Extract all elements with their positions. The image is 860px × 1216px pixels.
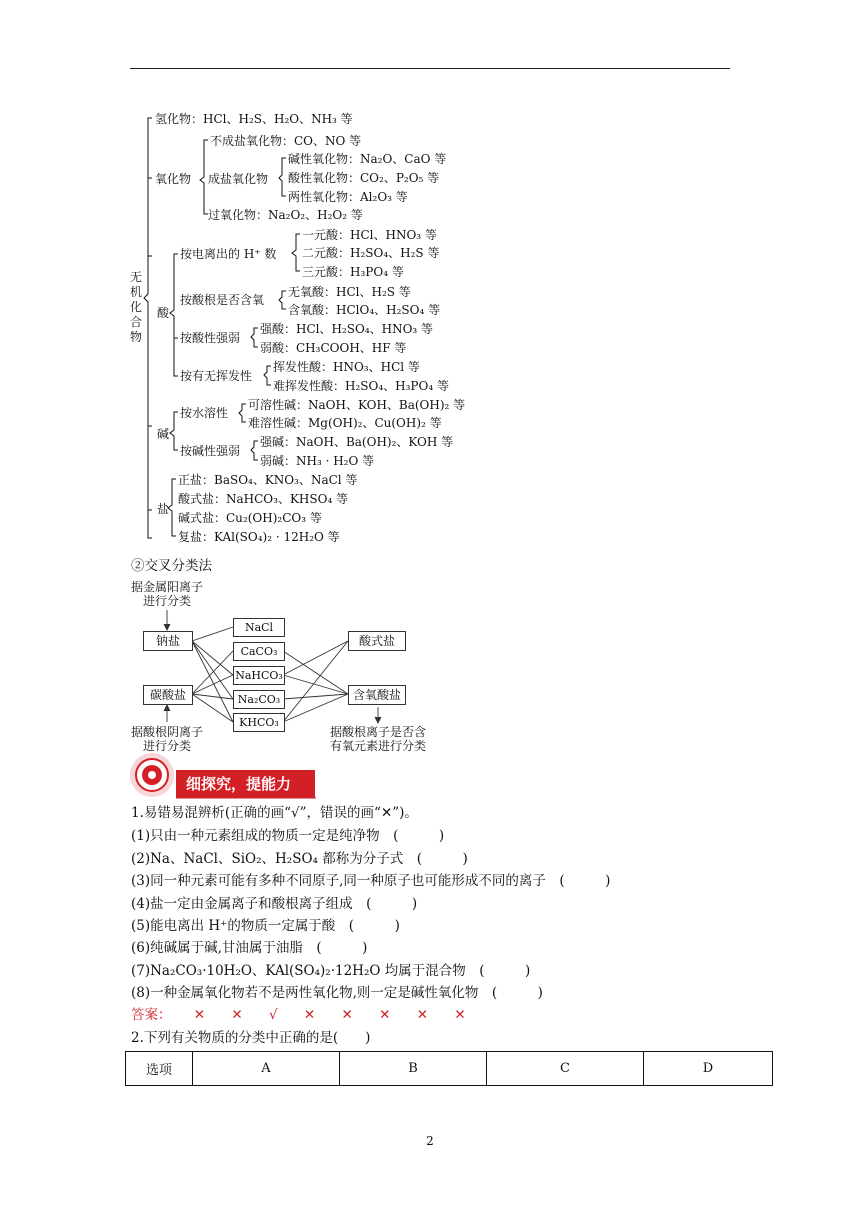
tree-acids-oxy: 含氧酸：HClO₄、H₂SO₄ 等 (288, 303, 441, 317)
q2-options-table (125, 1051, 773, 1086)
tree-acids-nonvolatile: 难挥发性酸：H₂SO₄、H₃PO₄ 等 (273, 379, 449, 393)
tree-acids-by-oxygen: 按酸根是否含氧 (180, 293, 265, 307)
answer-mark: ✕ (341, 1007, 353, 1023)
tree-acids-volatile: 挥发性酸：HNO₃、HCl 等 (273, 360, 420, 374)
cross-bottom-left-note-2: 进行分类 (143, 739, 192, 753)
q1-title: 1.易错易混辨析(正确的画“√”，错误的画“✕”)。 (131, 805, 418, 821)
cross-left-carbonate: 碳酸盐 (143, 685, 193, 705)
cross-left-sodium-salt: 钠盐 (143, 631, 193, 651)
q1-item: (2)Na、NaCl、SiO₂、H₂SO₄ 都称为分子式 ( ) (131, 851, 468, 867)
cross-bottom-left-note-1: 据酸根阴离子 (131, 725, 204, 739)
tree-acids-oxyfree: 无氧酸：HCl、H₂S 等 (288, 285, 411, 299)
table-header-cell: B (340, 1052, 487, 1086)
tree-oxides-nonsalt: 不成盐氧化物：CO、NO 等 (210, 134, 362, 148)
table-header-cell: A (193, 1052, 340, 1086)
q1-item: (4)盐一定由金属离子和酸根离子组成 ( ) (131, 896, 418, 912)
q1-item: (1)只由一种元素组成的物质一定是纯净物 ( ) (131, 828, 445, 844)
tree-bases-strong: 强碱：NaOH、Ba(OH)₂、KOH 等 (260, 435, 454, 449)
tree-bases-by-solubility: 按水溶性 (180, 406, 229, 420)
tree-oxides-label: 氧化物 (155, 172, 192, 186)
answer-mark: ✕ (231, 1007, 243, 1023)
tree-acids-mono: 一元酸：HCl、HNO₃ 等 (302, 228, 437, 242)
q1-item: (3)同一种元素可能有多种不同原子,同一种原子也可能形成不同的离子 ( ) (131, 873, 611, 889)
cross-mid-nahco3: NaHCO₃ (233, 666, 285, 685)
tree-acids-by-strength: 按酸性强弱 (180, 331, 241, 345)
cross-top-note-1: 据金属阳离子 (131, 580, 204, 594)
tree-acids-label: 酸 (157, 306, 170, 320)
tree-oxides-basic: 碱性氧化物：Na₂O、CaO 等 (288, 152, 447, 166)
tree-root-label: 无机化合物 (130, 270, 143, 344)
answer-mark: ✕ (379, 1007, 391, 1023)
answer-mark: ✕ (303, 1007, 316, 1023)
tree-acids-strong: 强酸：HCl、H₂SO₄、HNO₃ 等 (260, 322, 434, 336)
cross-heading: ②交叉分类法 (131, 558, 212, 574)
tree-bases-insoluble: 难溶性碱：Mg(OH)₂、Cu(OH)₂ 等 (248, 416, 442, 430)
tree-salts-basic: 碱式盐：Cu₂(OH)₂CO₃ 等 (178, 511, 322, 525)
cross-bottom-right-note-2: 有氧元素进行分类 (330, 739, 427, 753)
cross-mid-nacl: NaCl (233, 618, 285, 637)
tree-bases-soluble: 可溶性碱：NaOH、KOH、Ba(OH)₂ 等 (248, 398, 466, 412)
cross-bottom-right-note-1: 据酸根离子是否含 (330, 725, 427, 739)
page-number: 2 (426, 1134, 434, 1148)
q1-item: (5)能电离出 H⁺的物质一定属于酸 ( ) (131, 918, 400, 934)
table-header-cell: D (644, 1052, 773, 1086)
tree-bases-weak: 弱碱：NH₃ · H₂O 等 (260, 454, 375, 468)
tree-bases-by-strength: 按碱性强弱 (180, 444, 241, 458)
tree-acids-tri: 三元酸：H₃PO₄ 等 (302, 265, 404, 279)
cross-mid-caco3: CaCO₃ (233, 642, 285, 661)
cross-right-acid-salt: 酸式盐 (348, 631, 406, 651)
answer-mark: ✕ (193, 1007, 206, 1023)
tree-acids-di: 二元酸：H₂SO₄、H₂S 等 (302, 246, 440, 260)
tree-oxides-amphoteric: 两性氧化物：Al₂O₃ 等 (288, 190, 408, 204)
section-banner: 细探究，提能力 (176, 770, 315, 798)
q1-answers (131, 1007, 466, 1023)
q1-item: (7)Na₂CO₃·10H₂O、KAl(SO₄)₂·12H₂O 均属于混合物 ( ) (131, 963, 531, 979)
table-row (126, 1052, 773, 1086)
q2-title: 2.下列有关物质的分类中正确的是( ) (131, 1030, 371, 1046)
tree-oxides-peroxide: 过氧化物：Na₂O₂、H₂O₂ 等 (208, 208, 363, 222)
answer-mark: √ (269, 1007, 278, 1023)
table-header-cell: 选项 (126, 1052, 193, 1086)
tree-salts-label: 盐 (157, 502, 170, 516)
cross-mid-na2co3: Na₂CO₃ (233, 690, 285, 709)
answer-mark: ✕ (454, 1007, 466, 1023)
table-header-cell: C (487, 1052, 644, 1086)
answer-mark: ✕ (416, 1007, 429, 1023)
tree-salts-double: 复盐：KAl(SO₄)₂ · 12H₂O 等 (178, 530, 340, 544)
cross-mid-khco3: KHCO₃ (233, 713, 285, 732)
tree-acids-by-volatility: 按有无挥发性 (180, 369, 253, 383)
cross-right-oxyacid-salt: 含氧酸盐 (348, 685, 406, 705)
tree-hydrides: 氢化物：HCl、H₂S、H₂O、NH₃ 等 (155, 112, 353, 126)
tree-oxides-acidic: 酸性氧化物：CO₂、P₂O₅ 等 (288, 171, 440, 185)
tree-acids-weak: 弱酸：CH₃COOH、HF 等 (260, 341, 407, 355)
tree-oxides-saltforming: 成盐氧化物 (208, 172, 269, 186)
tree-salts-acid: 酸式盐：NaHCO₃、KHSO₄ 等 (178, 492, 349, 506)
tree-bases-label: 碱 (157, 427, 170, 441)
answer-label: 答案： (131, 1007, 172, 1023)
q1-item: (6)纯碱属于碱,甘油属于油脂 ( ) (131, 940, 368, 956)
tree-acids-by-h: 按电离出的 H⁺ 数 (180, 247, 277, 261)
tree-salts-normal: 正盐：BaSO₄、KNO₃、NaCl 等 (178, 473, 358, 487)
cross-top-note-2: 进行分类 (143, 594, 192, 608)
q1-item: (8)一种金属氧化物若不是两性氧化物,则一定是碱性氧化物 ( ) (131, 985, 543, 1001)
